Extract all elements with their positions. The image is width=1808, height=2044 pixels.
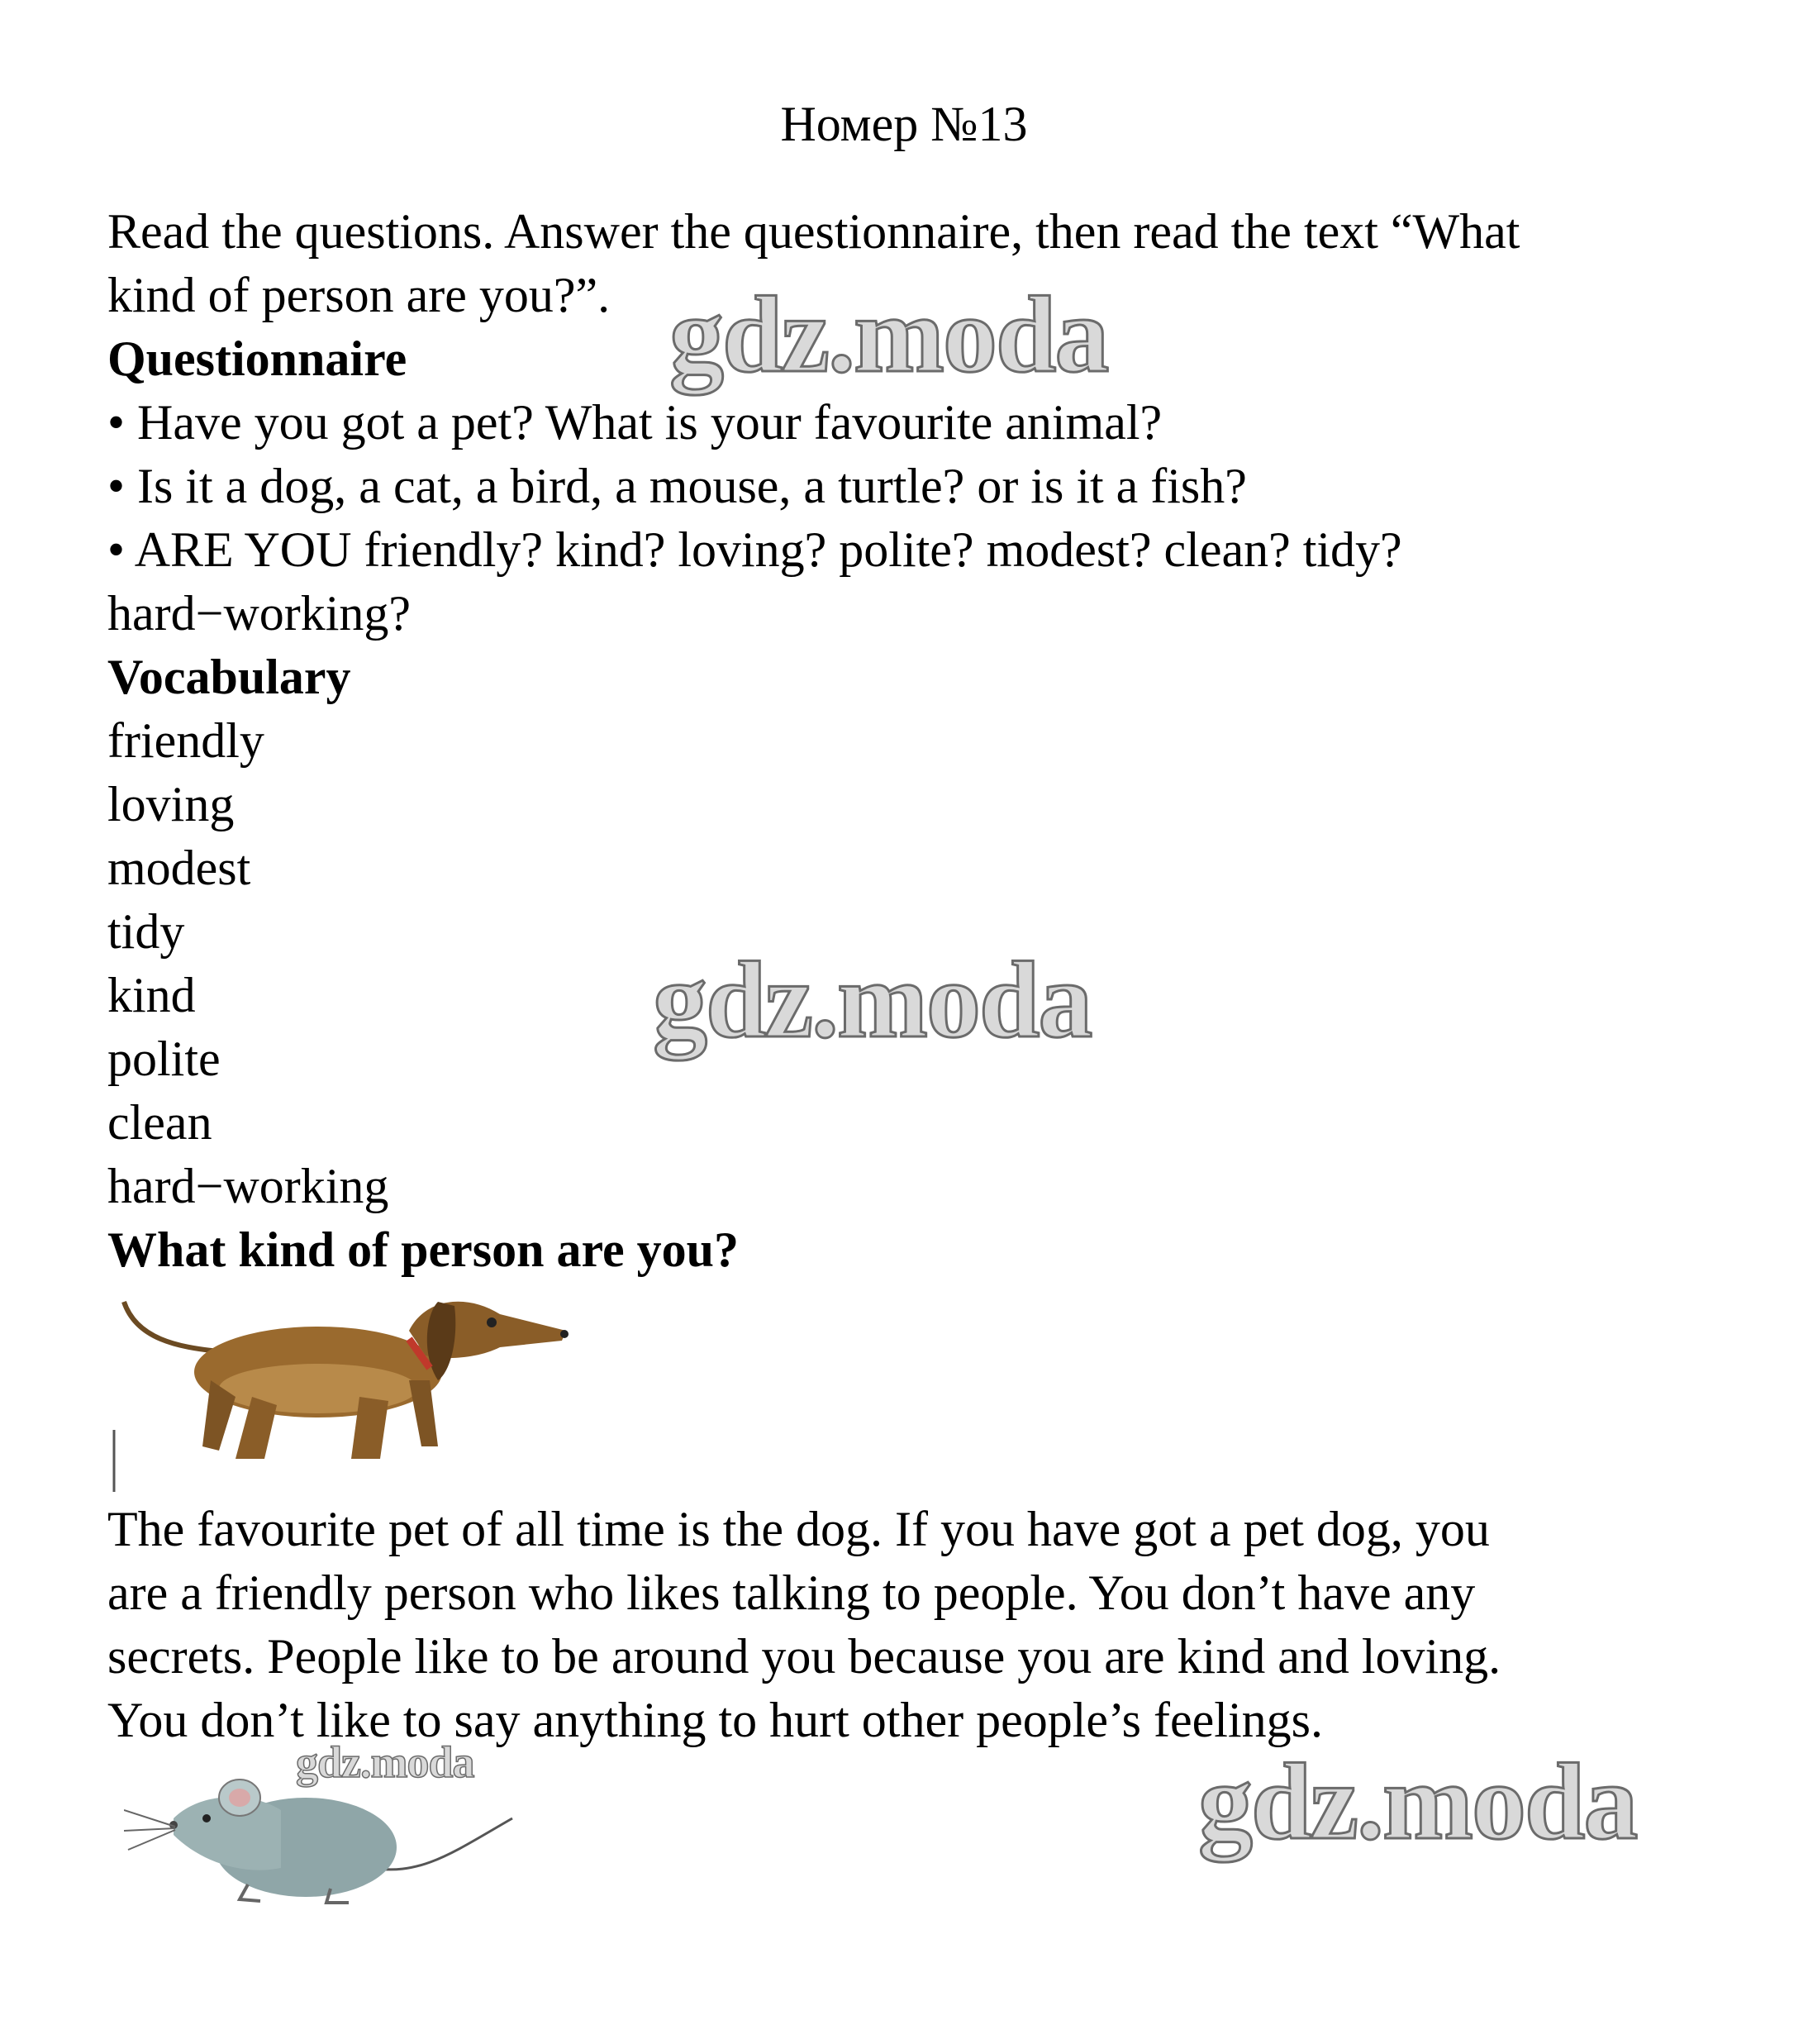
section-paragraph [107, 1498, 1727, 1752]
vocabulary-word: clean [107, 1095, 212, 1150]
vocabulary-word: hard−working [107, 1159, 389, 1213]
paragraph-line-1: The favourite pet of all time is the dog. If you have got a pet dog, you [107, 1502, 1490, 1556]
paragraph-line-2: are a friendly person who likes talking to people. You don’t have any [107, 1565, 1476, 1620]
watermark: gdz.moda [296, 1737, 474, 1787]
vocabulary-word: tidy [107, 904, 185, 959]
vocabulary-word: kind [107, 968, 196, 1022]
page-title: Номер №13 [780, 97, 1028, 151]
watermark: gdz.moda [653, 939, 1092, 1060]
instructions-line-2: kind of person are you?”. [107, 268, 611, 322]
vocabulary-word: modest [107, 841, 251, 895]
dog-illustration [112, 1281, 574, 1496]
vocabulary-word: loving [107, 777, 235, 831]
vocabulary-heading: Vocabulary [107, 650, 351, 704]
questionnaire-item: • Is it a dog, a cat, a bird, a mouse, a turtle? or is it a fish? [107, 459, 1247, 513]
questionnaire-continuation: hard−working? [107, 586, 412, 641]
questionnaire-item: • ARE YOU friendly? kind? loving? polite? modest? clean? tidy? [107, 522, 1402, 577]
paragraph-line-4: You don’t like to say anything to hurt other people’s feelings. [107, 1693, 1323, 1747]
section-heading: What kind of person are you? [107, 1222, 740, 1277]
questionnaire-heading: Questionnaire [107, 331, 407, 386]
watermark: gdz.moda [669, 274, 1108, 395]
instructions-line-1: Read the questions. Answer the questionnaire, then read the text “What [107, 204, 1520, 259]
watermark: gdz.moda [1198, 1741, 1637, 1862]
paragraph-line-3: secrets. People like to be around you because you are kind and loving. [107, 1629, 1501, 1684]
vocabulary-word: friendly [107, 713, 264, 768]
vocabulary-word: polite [107, 1032, 221, 1086]
questionnaire-item: • Have you got a pet? What is your favourite animal? [107, 395, 1163, 450]
